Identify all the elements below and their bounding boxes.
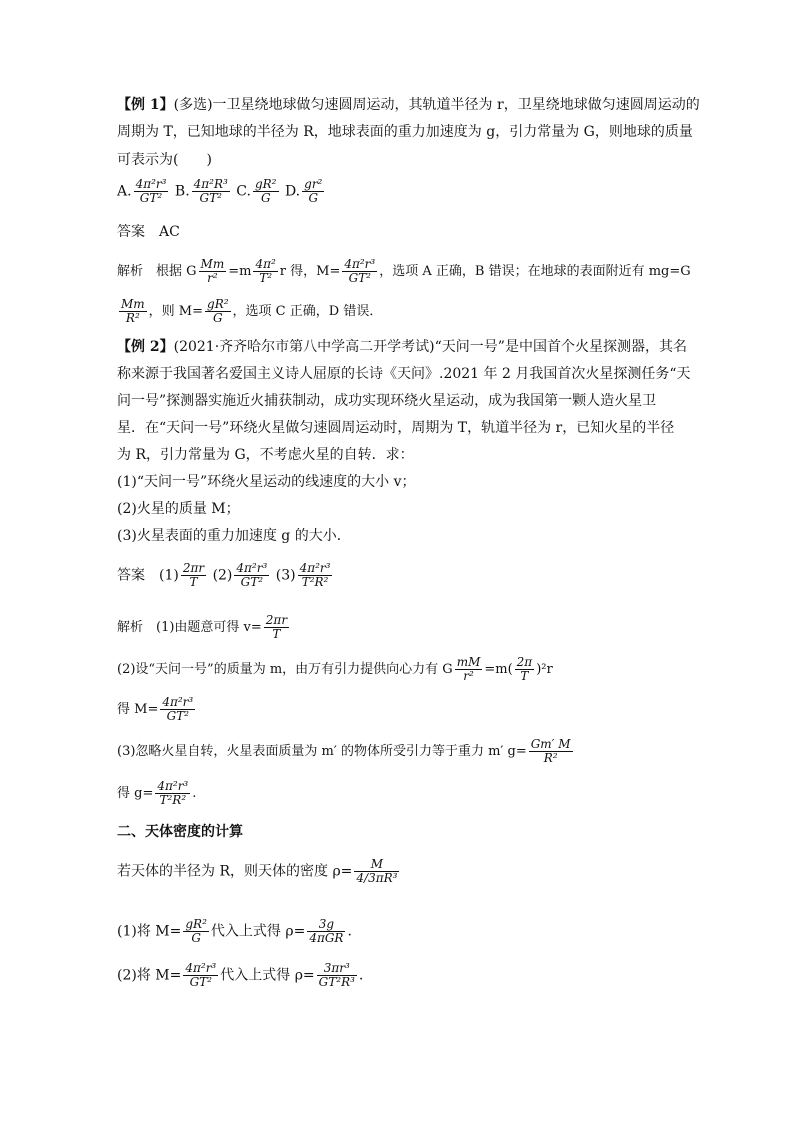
ex2-a1-frac [181,562,206,589]
ex2-q2: (2)火星的质量 M； [117,501,240,517]
d2b: 代入上式得 ρ= [210,923,306,940]
ex2-s1n: 2πr [265,613,288,627]
jx-frac-4 [119,298,147,325]
d2d: G [191,931,201,945]
d1a: 若天体的半径为 R，则天体的密度 ρ= [117,863,353,880]
jx-f2d: T² [259,271,273,285]
ex2-s2n2: 2π [516,655,533,669]
ex2-sol-2 [117,656,553,683]
ex2-line-4: 星．在“天问一号”环绕火星做匀速圆周运动时，周期为 T，轨道半径为 r，已知火星的半径 [117,420,675,436]
jx-f1d: r² [207,271,218,285]
ex1-solution-1 [117,258,691,285]
opt-c-label: C. [236,183,251,200]
ex2-a3n: 4π²r³ [299,561,331,575]
ex1-options [117,178,326,205]
ex2-a3-frac [298,562,333,589]
d3b: 代入上式得 ρ= [220,967,315,984]
opt-a-label: A. [117,183,132,200]
ex2-sol-5 [117,780,196,807]
jx-d: ，选项 A 正确，B 错误；在地球的表面附近有 mg=G [379,264,691,279]
jx-f2n: 4π² [255,257,276,271]
density-line-3 [117,962,363,989]
ex1-line-2: 周期为 T，已知地球的半径为 R，地球表面的重力加速度为 g，引力常量为 G，则地球的质量 [117,124,693,140]
jx-f3d: GT² [348,271,371,285]
opt-b-label: B. [174,183,190,200]
d1-frac [354,858,399,885]
section-title: 二、天体密度的计算 [117,824,243,840]
ex2-ans-2: (2) [212,567,233,584]
jx-frac-5 [205,298,231,325]
ex2-s3-frac [160,696,195,723]
ex2-s2n: mM [456,655,481,669]
ex2-s1a: 解析 (1)由题意可得 v= [117,620,262,635]
ex2-a2d: GT² [240,575,264,589]
opt-a-num: 4π²r³ [135,177,167,191]
ex2-a3d: T²R² [301,575,329,589]
ex2-a1n: 2πr [182,561,205,575]
ex2-ans-label: 答案 (1) [117,567,179,584]
opt-d-num: gr² [304,177,323,191]
d2-frac [183,918,209,945]
ex2-s1-frac [264,614,289,641]
ex2-a2-frac [234,562,269,589]
ex2-s5b: . [192,786,197,801]
d2d2: 4πGR [309,931,344,945]
opt-b-frac [192,178,230,205]
ex2-s2-frac [455,656,483,683]
d3-frac [183,962,218,989]
ex2-s2a: (2)设“天问一号”的质量为 m，由万有引力提供向心力有 G [117,662,453,677]
jx-f5d: G [212,311,223,325]
opt-c-num: gR² [254,177,277,191]
ex2-s4d: R² [543,751,558,765]
ex2-s4-frac [529,738,573,765]
ex2-s4n: Gm′ M [530,737,571,751]
ex2-s3n: 4π²r³ [162,695,194,709]
d1n: M [354,858,399,872]
ex1-solution-2 [117,298,382,325]
jx-frac-1 [199,258,227,285]
ex2-s2c: )²r [536,662,553,677]
jx-a: 解析 根据 G [117,264,197,279]
ex1-line-1 [117,95,700,115]
d2n: gR² [185,917,207,931]
opt-b-den: GT² [199,191,222,205]
jx-f4n: Mm [121,297,145,311]
ex2-s3a: 得 M= [117,702,159,717]
jx-f1n: Mm [200,257,225,271]
ex2-s5a: 得 g= [117,786,154,801]
d3c: . [358,967,364,984]
d3n: 4π²r³ [185,961,217,975]
ex2-sol-1 [117,614,291,641]
ex2-s1d: T [272,627,281,641]
ex2-q3: (3)火星表面的重力加速度 g 的大小． [117,528,351,544]
ex2-s5d: T²R² [159,793,187,807]
jx-f: ，选项 C 正确，D 错误． [232,304,383,319]
d2n2: 3g [307,918,345,932]
jx-frac-2 [253,258,277,285]
ex1-tag: 【例 1】 [117,97,174,113]
opt-d-label: D. [284,183,301,200]
ex1-answer: 答案 AC [117,224,180,240]
ex2-s4a: (3)忽略火星自转，火星表面质量为 m′ 的物体所受引力等于重力 m′ g= [117,744,527,759]
jx-frac-3 [342,258,377,285]
ex2-s5-frac [155,780,190,807]
d3n2: 3πr³ [317,962,357,976]
ex2-sol-4 [117,738,575,765]
ex2-line-2: 称来源于我国著名爱国主义诗人屈原的长诗《天问》.2021 年 2 月我国首次火星探测任务“天 [117,366,691,382]
opt-c-den: G [260,191,271,205]
jx-c: r 得，M= [279,264,341,279]
ex1-text-1: (多选)一卫星绕地球做匀速圆周运动，其轨道半径为 r，卫星绕地球做匀速圆周运动的 [173,97,700,113]
jx-f5n: gR² [207,297,229,311]
d3d: GT² [189,975,212,989]
density-line-1 [117,858,401,885]
d3a: (2)将 M= [117,967,182,984]
ex2-line-3: 问一号”探测器实施近火捕获制动，成功实现环绕火星运动，成为我国第一颗人造火星卫 [117,393,657,409]
ex2-s3d: GT² [166,709,189,723]
ex2-s2d2: T [520,669,529,683]
ex2-s5n: 4π²r³ [157,779,189,793]
ex1-line-3: 可表示为( ) [117,152,212,168]
ex2-q1: (1)“天问一号”环绕火星运动的线速度的大小 v； [117,474,416,490]
ex2-s2-frac2 [515,656,535,683]
opt-c-frac [253,178,279,205]
d2a: (1)将 M= [117,923,182,940]
ex2-ans-3: (3) [275,567,296,584]
density-line-2 [117,918,352,945]
jx-f4d: R² [125,311,140,325]
opt-a-den: GT² [139,191,163,205]
jx-f3n: 4π²r³ [344,257,376,271]
ex2-a2n: 4π²r³ [236,561,268,575]
opt-d-frac [302,178,324,205]
d3d2: GT²R³ [318,975,355,989]
ex2-s2b: =m( [484,662,513,677]
opt-d-den: G [308,191,319,205]
d3-frac2 [317,962,357,989]
opt-a-frac [134,178,169,205]
ex2-answer [117,562,334,589]
ex2-tag: 【例 2】 [117,339,174,355]
ex2-text-1: (2021·齐齐哈尔市第八中学高二开学考试)“天问一号”是中国首个火星探测器，其名 [173,339,687,355]
ex2-s2d: r² [463,669,474,683]
ex2-sol-3 [117,696,197,723]
ex2-line-1 [117,337,687,357]
d2-frac2 [307,918,345,945]
ex2-a1d: T [189,575,198,589]
jx-b: =m [228,264,252,279]
ex2-line-5: 为 R，引力常量为 G，不考虑火星的自转．求： [117,447,414,463]
opt-b-num: 4π²R³ [193,177,228,191]
d1d: 4/3πR³ [356,871,398,885]
d2c: . [347,923,352,940]
jx-e: ，则 M= [148,304,204,319]
